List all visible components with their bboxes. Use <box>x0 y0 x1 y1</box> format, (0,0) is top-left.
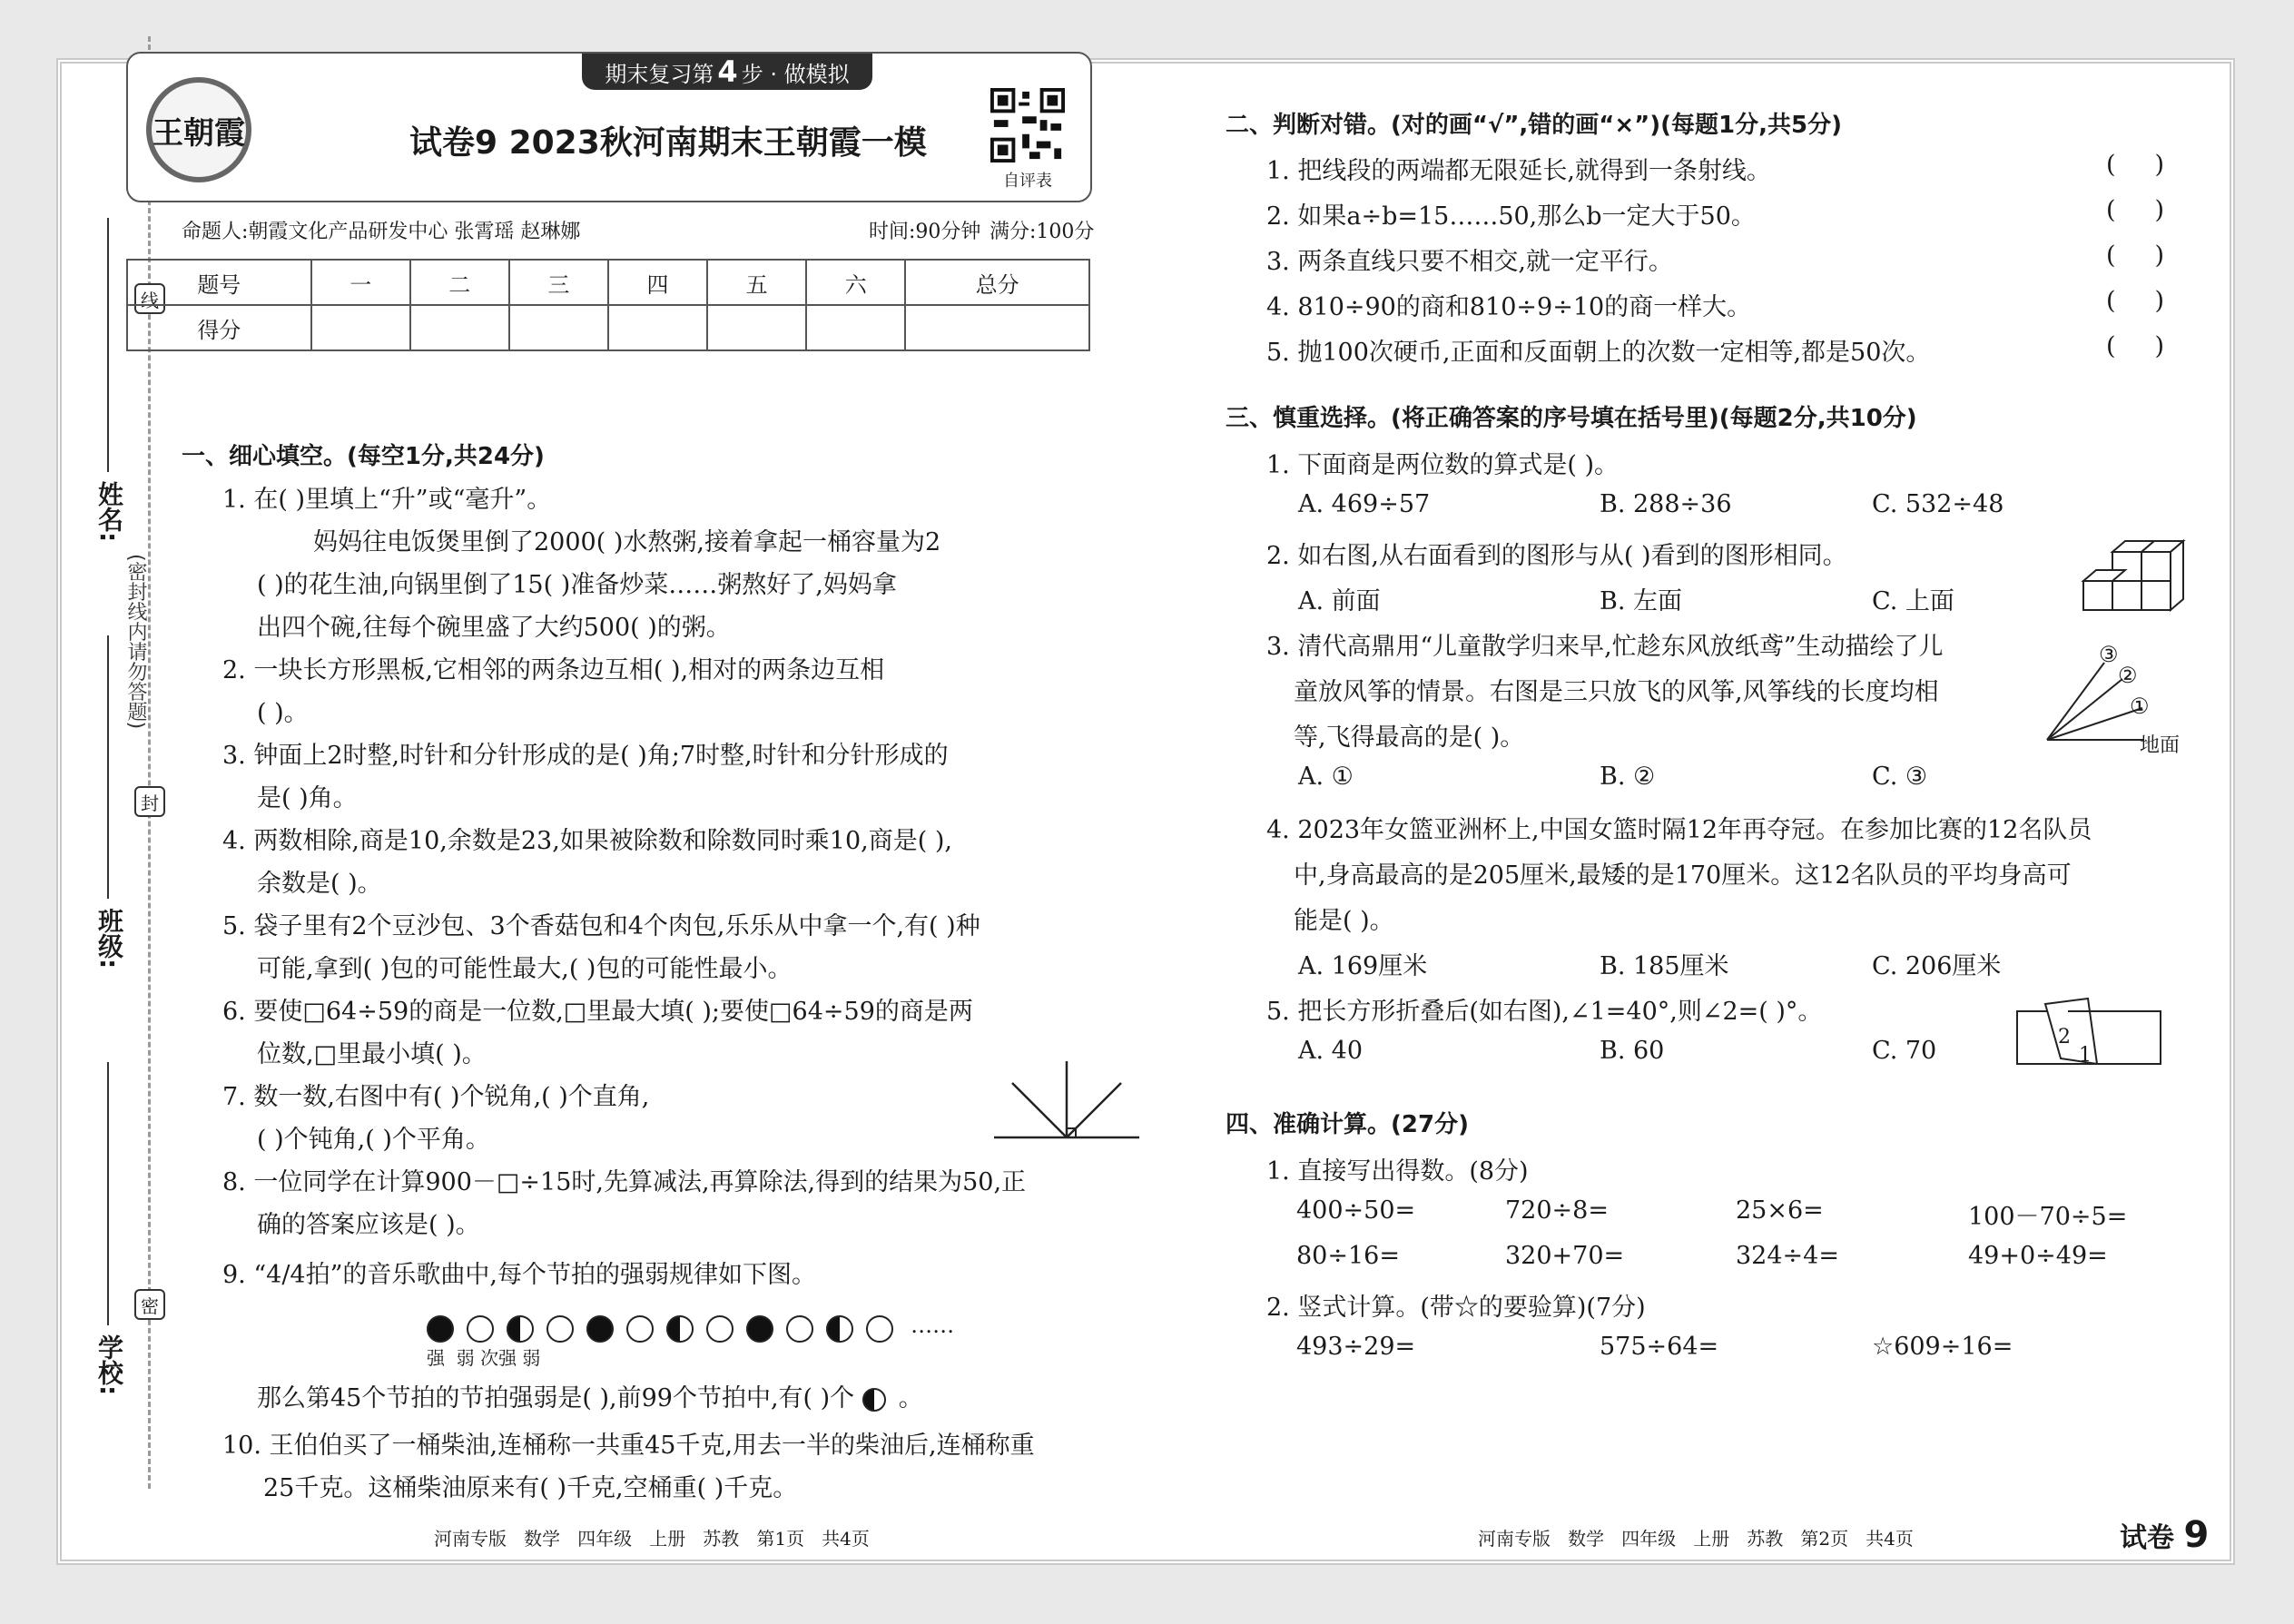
calc-item: 493÷29= <box>1296 1333 1416 1361</box>
name-underline <box>107 218 109 472</box>
exam-number-badge: 试卷 9 <box>2120 1514 2210 1556</box>
choice-option[interactable]: A. ① <box>1298 763 1354 791</box>
judge-item: 2. 如果a÷b=15……50,那么b一定大于50。 <box>1266 202 1756 231</box>
seal-line <box>148 36 151 1489</box>
weak-beat-icon <box>866 1315 893 1343</box>
choice-option[interactable]: C. 上面 <box>1872 587 1954 615</box>
weak-beat-icon <box>467 1315 494 1343</box>
score-input-cell[interactable] <box>311 305 410 350</box>
calc-item: 80÷16= <box>1296 1242 1400 1270</box>
calc-sub1-title: 1. 直接写出得数。(8分) <box>1266 1157 1529 1186</box>
kite-label: ① <box>2130 694 2150 719</box>
judge-answer-blank[interactable]: ( ) <box>2106 332 2164 360</box>
choice-option[interactable]: B. 左面 <box>1600 587 1683 615</box>
judge-item: 5. 抛100次硬币,正面和反面朝上的次数一定相等,都是50次。 <box>1266 339 1931 367</box>
half-strong-beat-icon <box>862 1388 886 1412</box>
score-table-cell: 五 <box>707 260 806 305</box>
school-label: 学校: <box>94 1334 124 1396</box>
q1-10-line: 10. 王伯伯买了一桶柴油,连桶称一共重45千克,用去一半的柴油后,连桶称重 <box>222 1432 1035 1460</box>
choice-q4: 4. 2023年女篮亚洲杯上,中国女篮时隔12年再夺冠。在参加比赛的12名队员 <box>1266 816 2092 844</box>
seal-note: (密封线内请勿答题) <box>124 554 147 730</box>
judge-item: 3. 两条直线只要不相交,就一定平行。 <box>1266 248 1673 276</box>
beat-pattern <box>427 1313 954 1343</box>
q1-7-line: ( )个钝角,( )个平角。 <box>257 1126 490 1154</box>
judge-item: 1. 把线段的两端都无限延长,就得到一条射线。 <box>1266 157 1771 185</box>
choice-option[interactable]: C. 70 <box>1872 1037 1937 1065</box>
exam-header <box>126 52 1092 202</box>
ground-label: 地面 <box>2140 734 2181 757</box>
q1-9-line: 9. “4/4拍”的音乐歌曲中,每个节拍的强弱规律如下图。 <box>222 1261 816 1289</box>
q1-10-line: 25千克。这桶柴油原来有( )千克,空桶重( )千克。 <box>263 1474 798 1502</box>
q1-8-line: 8. 一位同学在计算900－□÷15时,先算减法,再算除法,得到的结果为50,正 <box>222 1168 1027 1196</box>
exam-authors: 命题人:朝霞文化产品研发中心 张霄瑶 赵琳娜 <box>182 221 581 243</box>
score-input-cell[interactable] <box>905 305 1089 350</box>
choice-q4: 能是( )。 <box>1294 907 1394 935</box>
judge-answer-blank[interactable]: ( ) <box>2106 151 2164 179</box>
half-strong-beat-icon <box>666 1315 694 1343</box>
beat-ellipsis: …… <box>911 1313 955 1338</box>
calc-item: 320+70= <box>1505 1242 1625 1270</box>
weak-beat-icon <box>546 1315 574 1343</box>
half-strong-beat-icon <box>826 1315 853 1343</box>
score-input-cell[interactable] <box>509 305 608 350</box>
calc-item: 25×6= <box>1736 1196 1824 1225</box>
score-table-cell: 题号 <box>127 260 311 305</box>
choice-q3: 童放风筝的情景。右图是三只放飞的风筝,风筝线的长度均相 <box>1294 678 1939 706</box>
q1-4-line: 余数是( )。 <box>257 870 382 898</box>
score-table-score-row <box>127 305 1089 350</box>
score-table-cell: 二 <box>410 260 509 305</box>
q1-4-line: 4. 两数相除,商是10,余数是23,如果被除数和除数同时乘10,商是( ), <box>222 827 952 855</box>
judge-answer-blank[interactable]: ( ) <box>2106 287 2164 315</box>
choice-q4: 中,身高最高的是205厘米,最矮的是170厘米。这12名队员的平均身高可 <box>1294 861 2072 890</box>
qr-code-icon[interactable] <box>990 88 1065 162</box>
class-label: 班级: <box>94 908 124 969</box>
strong-beat-icon <box>427 1315 454 1343</box>
qr-caption: 自评表 <box>1003 172 1052 191</box>
judge-item: 4. 810÷90的商和810÷9÷10的商一样大。 <box>1266 293 1752 321</box>
choice-option[interactable]: A. 169厘米 <box>1298 952 1428 980</box>
name-label: 姓名: <box>94 481 124 543</box>
kite-label: ③ <box>2099 642 2119 667</box>
q1-1-line: 妈妈往电饭煲里倒了2000( )水熬粥,接着拿起一桶容量为2 <box>313 528 941 556</box>
calc-sub2-title: 2. 竖式计算。(带☆的要验算)(7分) <box>1266 1294 1646 1322</box>
section4-title: 四、准确计算。(27分) <box>1226 1111 1469 1138</box>
section3-title: 三、慎重选择。(将正确答案的序号填在括号里)(每题2分,共10分) <box>1226 405 1917 432</box>
q1-8-line: 确的答案应该是( )。 <box>257 1211 480 1239</box>
choice-option[interactable]: A. 40 <box>1298 1037 1364 1065</box>
choice-option[interactable]: B. 288÷36 <box>1600 490 1732 518</box>
score-table-cell: 三 <box>509 260 608 305</box>
calc-item: 400÷50= <box>1296 1196 1416 1225</box>
q1-1-line: ( )的花生油,向锅里倒了15( )准备炒菜……粥熬好了,妈妈拿 <box>257 571 897 599</box>
choice-option[interactable]: C. ③ <box>1872 763 1928 791</box>
score-input-cell[interactable] <box>608 305 707 350</box>
score-table-row-label: 得分 <box>127 305 311 350</box>
choice-option[interactable]: C. 206厘米 <box>1872 952 2002 980</box>
section1-title: 一、细心填空。(每空1分,共24分) <box>182 443 545 470</box>
choice-q2: 2. 如右图,从右面看到的图形与从( )看到的图形相同。 <box>1266 542 1847 570</box>
score-table-cell: 一 <box>311 260 410 305</box>
q1-2-line: 2. 一块长方形黑板,它相邻的两条边互相( ),相对的两条边互相 <box>222 656 885 684</box>
half-strong-beat-icon <box>507 1315 534 1343</box>
choice-option[interactable]: C. 532÷48 <box>1872 490 2004 518</box>
calc-item: 49+0÷49= <box>1968 1242 2108 1270</box>
step-tab: 期末复习第 4 步 · 做模拟 <box>582 54 872 90</box>
seal-mark-feng: 封 <box>134 786 165 817</box>
score-input-cell[interactable] <box>410 305 509 350</box>
choice-option[interactable]: B. ② <box>1600 763 1656 791</box>
weak-beat-icon <box>626 1315 654 1343</box>
choice-q1: 1. 下面商是两位数的算式是( )。 <box>1266 451 1619 479</box>
brand-logo-icon: 王朝霞 <box>146 77 251 182</box>
angle-figure <box>989 1058 1144 1145</box>
q1-7-line: 7. 数一数,右图中有( )个锐角,( )个直角, <box>222 1083 650 1111</box>
q1-6-line: 位数,□里最小填( )。 <box>257 1040 487 1068</box>
score-input-cell[interactable] <box>806 305 905 350</box>
score-input-cell[interactable] <box>707 305 806 350</box>
weak-beat-icon <box>706 1315 733 1343</box>
exam-full-score: 满分:100分 <box>989 221 1095 243</box>
cube-figure <box>2079 531 2197 617</box>
q1-2-line: ( )。 <box>257 699 309 727</box>
score-table <box>126 259 1090 351</box>
q1-6-line: 6. 要使□64÷59的商是一位数,□里最大填( );要使□64÷59的商是两 <box>222 998 973 1026</box>
q1-1-line: 1. 在( )里填上“升”或“毫升”。 <box>222 486 552 514</box>
score-table-cell: 四 <box>608 260 707 305</box>
choice-q3: 等,飞得最高的是( )。 <box>1294 723 1525 752</box>
beat-labels: 强 弱 次强 弱 <box>427 1347 541 1369</box>
calc-item: 720÷8= <box>1505 1196 1609 1225</box>
fold-angle-label: 1 <box>2079 1044 2092 1067</box>
exam-title: 试卷9 2023秋河南期末王朝霞一模 <box>409 124 927 162</box>
seal-mark-xian: 线 <box>134 283 165 314</box>
score-table-cell: 总分 <box>905 260 1089 305</box>
fold-angle-label: 2 <box>2058 1026 2071 1048</box>
q1-5-line: 5. 袋子里有2个豆沙包、3个香菇包和4个肉包,乐乐从中拿一个,有( )种 <box>222 912 980 940</box>
section2-title: 二、判断对错。(对的画“√”,错的画“×”)(每题1分,共5分) <box>1226 112 1842 139</box>
calc-item: 100－70÷5= <box>1968 1203 2128 1231</box>
judge-answer-blank[interactable]: ( ) <box>2106 241 2164 270</box>
exam-time: 时间:90分钟 <box>869 221 981 243</box>
choice-q5: 5. 把长方形折叠后(如右图),∠1=40°,则∠2=( )°。 <box>1266 998 1823 1026</box>
kite-label: ② <box>2118 663 2138 688</box>
choice-option[interactable]: B. 185厘米 <box>1600 952 1729 980</box>
footer-right: 河南专版 数学 四年级 上册 苏教 第2页 共4页 <box>1478 1528 1914 1550</box>
choice-option[interactable]: A. 469÷57 <box>1298 490 1431 518</box>
class-underline <box>107 635 109 899</box>
judge-answer-blank[interactable]: ( ) <box>2106 196 2164 224</box>
calc-item: 324÷4= <box>1736 1242 1839 1270</box>
choice-option[interactable]: A. 前面 <box>1298 587 1381 615</box>
weak-beat-icon <box>786 1315 813 1343</box>
strong-beat-icon <box>746 1315 773 1343</box>
strong-beat-icon <box>586 1315 614 1343</box>
seal-mark-mi: 密 <box>134 1289 165 1320</box>
score-table-cell: 六 <box>806 260 905 305</box>
choice-option[interactable]: B. 60 <box>1600 1037 1665 1065</box>
q1-3-line: 3. 钟面上2时整,时针和分针形成的是( )角;7时整,时针和分针形成的 <box>222 742 949 770</box>
q1-5-line: 可能,拿到( )包的可能性最大,( )包的可能性最小。 <box>257 955 793 983</box>
calc-item: 575÷64= <box>1600 1333 1719 1361</box>
calc-item: ☆609÷16= <box>1872 1333 2013 1361</box>
choice-q3: 3. 清代高鼎用“儿童散学归来早,忙趁东风放纸鸢”生动描绘了儿 <box>1266 633 1944 661</box>
footer-left: 河南专版 数学 四年级 上册 苏教 第1页 共4页 <box>434 1528 870 1550</box>
school-underline <box>107 1062 109 1325</box>
score-table-header-row <box>127 260 1089 305</box>
q1-1-line: 出四个碗,往每个碗里盛了大约500( )的粥。 <box>257 614 731 642</box>
q1-3-line: 是( )角。 <box>257 784 358 812</box>
q1-9-line: 那么第45个节拍的节拍强弱是( ),前99个节拍中,有( )个 。 <box>257 1384 923 1412</box>
